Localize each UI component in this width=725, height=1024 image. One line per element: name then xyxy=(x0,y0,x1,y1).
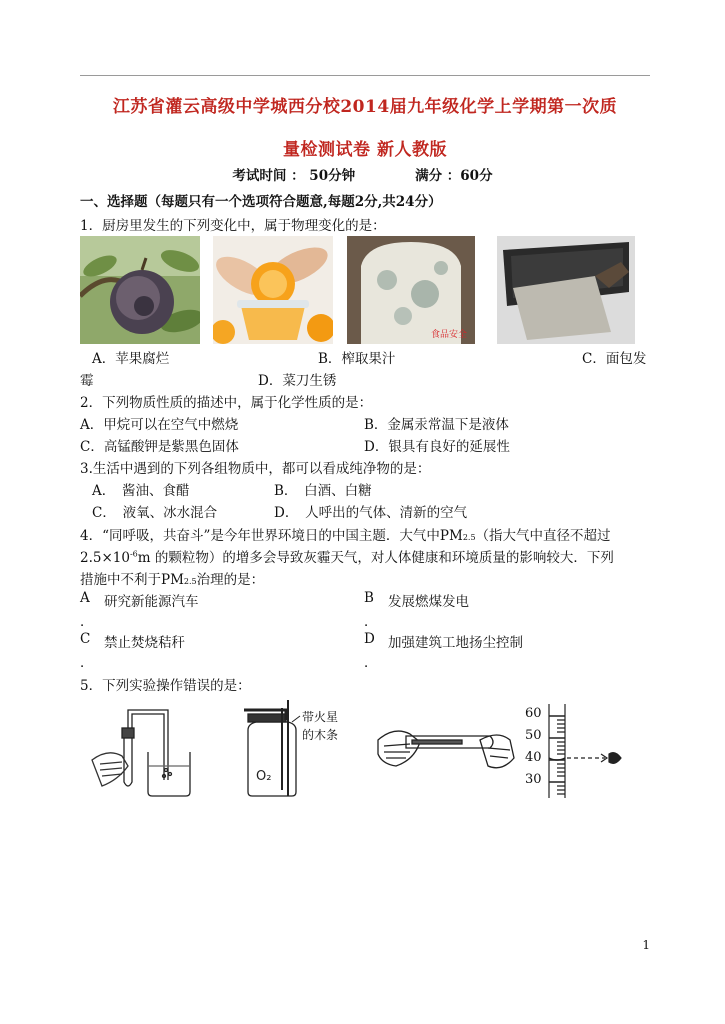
q1-option-c-cont: 霉 xyxy=(80,373,94,389)
page-number: 1 xyxy=(642,938,650,952)
q2-option-a: A．甲烷可以在空气中燃烧 xyxy=(80,417,239,433)
exam-score: 满分 ：60分 xyxy=(415,168,493,184)
q4-option-b: 发展燃煤发电 xyxy=(388,594,469,610)
q4-line1-text-b: （指大气中直径不超过 xyxy=(475,528,611,544)
q1-option-d: D．菜刀生锈 xyxy=(258,373,337,389)
figure-oxygen-test xyxy=(238,700,348,804)
splint-label-2: 的木条 xyxy=(302,728,339,742)
q4-option-c: 禁止焚烧秸秆 xyxy=(104,635,185,651)
q4-line2-text: 2.5×10 xyxy=(80,550,130,566)
q2-option-d: D．银具有良好的延展性 xyxy=(364,439,510,455)
cylinder-tick-60: 60 xyxy=(525,706,542,721)
q4-option-b-letter: B xyxy=(364,590,374,606)
q2-stem: 2．下列物质性质的描述中，属于化学性质的是： xyxy=(80,395,373,411)
page-title-line1: 江苏省灌云高级中学城西分校2014届九年级化学上学期第一次质 xyxy=(112,97,618,117)
q4-option-d: 加强建筑工地扬尘控制 xyxy=(388,635,523,651)
page-title-line2: 量检测试卷 新人教版 xyxy=(283,140,447,160)
section-heading: 一、选择题（每题只有一个选项符合题意,每题2分,共24分） xyxy=(80,194,442,210)
q4-stem-line3 xyxy=(80,568,264,588)
photo-watermark: 食品安全 xyxy=(431,330,468,340)
q4-dot-a: ． xyxy=(80,614,94,630)
q3-option-c: C． 液氧、冰水混合 xyxy=(92,505,218,521)
pm-subscript-2: 2.5 xyxy=(183,577,197,586)
cylinder-tick-50: 50 xyxy=(525,728,542,743)
q3-option-b: B． 白酒、白糖 xyxy=(274,483,372,499)
q4-stem-line2 xyxy=(80,546,614,566)
q4-line3-text-b: 治理的是： xyxy=(196,572,265,588)
figure-test-tube-handling xyxy=(370,700,520,804)
q4-option-a-letter: A xyxy=(80,590,90,606)
q4-line1-text: 4．“同呼吸，共奋斗”是今年世界环境日的中国主题．大气中PM xyxy=(80,528,463,544)
exponent: -6 xyxy=(129,549,138,559)
pm-subscript: 2.5 xyxy=(462,533,476,542)
q4-option-c-letter: C xyxy=(80,631,91,647)
q1-option-a: A．苹果腐烂 xyxy=(92,351,170,367)
q4-dot-c: ． xyxy=(80,655,94,671)
q4-dot-b: ． xyxy=(364,614,378,630)
q4-line3-text: 措施中不利于PM xyxy=(80,572,184,588)
cylinder-tick-40: 40 xyxy=(525,750,542,765)
exam-time: 考试时间 ： 50分钟 xyxy=(232,168,356,184)
q4-option-d-letter: D xyxy=(364,631,375,647)
q1-option-b: B．榨取果汁 xyxy=(318,351,396,367)
q4-dot-d: ． xyxy=(364,655,378,671)
q3-option-d: D． 人呼出的气体、清新的空气 xyxy=(274,505,468,521)
q1-option-c: C．面包发 xyxy=(582,351,647,367)
photo-moldy-bread xyxy=(347,236,475,344)
q1-stem: 1．厨房里发生的下列变化中，属于物理变化的是： xyxy=(80,218,386,234)
q2-option-c: C．高锰酸钾是紫黑色固体 xyxy=(80,439,239,455)
photo-juicer xyxy=(213,236,333,344)
q3-stem: 3.生活中遇到的下列各组物质中，都可以看成纯净物的是： xyxy=(80,461,431,477)
q4-line2-text-b: m 的颗粒物）的增多会导致灰霾天气，对人体健康和环境质量的影响较大．下列 xyxy=(137,550,614,566)
photo-rusty-knife xyxy=(497,236,635,344)
q3-option-a: A． 酱油、食醋 xyxy=(92,483,190,499)
figure-cylinder-reading xyxy=(525,700,635,804)
oxygen-label: O₂ xyxy=(256,769,272,784)
q4-stem-line1 xyxy=(80,524,611,544)
cylinder-tick-30: 30 xyxy=(525,772,542,787)
q4-option-a: 研究新能源汽车 xyxy=(104,594,199,610)
photo-rotten-apple xyxy=(80,236,200,344)
q2-option-b: B．金属汞常温下是液体 xyxy=(364,417,509,433)
splint-label-1: 带火星 xyxy=(302,710,339,724)
header-rule xyxy=(80,75,650,76)
figure-airtightness-check xyxy=(88,700,218,804)
exam-info xyxy=(0,164,725,184)
q5-stem: 5．下列实验操作错误的是： xyxy=(80,678,251,694)
